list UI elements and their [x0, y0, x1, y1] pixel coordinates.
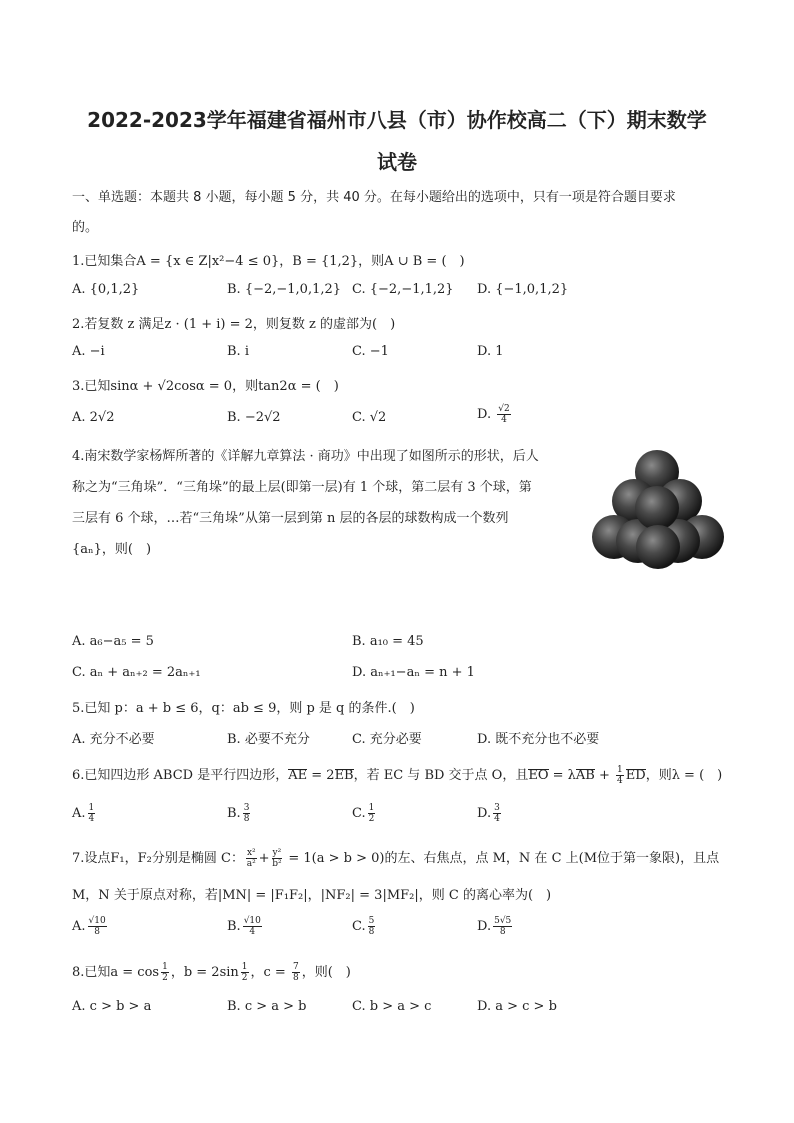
vector-eb: EB: [334, 768, 354, 783]
q3-option-d-fraction: [497, 404, 510, 425]
q6-option-d[interactable]: [477, 803, 503, 824]
numerator: 7: [292, 962, 299, 972]
option-fraction: [493, 803, 501, 824]
q8-text: ，b = 2sin: [170, 965, 239, 980]
denominator: 8: [499, 927, 506, 937]
numerator: 5√5: [494, 916, 512, 926]
q2-option-b[interactable]: B. i: [227, 344, 249, 359]
q4-option-b[interactable]: B. a₁₀ = 45: [352, 634, 424, 649]
q7-y-term: [272, 848, 283, 869]
numerator: √10: [243, 916, 261, 926]
q3-option-c[interactable]: C. √2: [352, 410, 387, 425]
q3-option-d[interactable]: [477, 404, 513, 425]
q5-option-c[interactable]: C. 充分必要: [352, 732, 422, 747]
option-fraction: [243, 916, 262, 937]
numerator: 1: [241, 962, 248, 972]
q3-d-numerator: √2: [498, 404, 510, 414]
numerator: 1: [368, 803, 375, 813]
ball: [635, 486, 679, 530]
q7-option-c[interactable]: [352, 916, 377, 937]
numerator: 3: [243, 803, 250, 813]
q6-text: ，若 EC 与 BD 交于点 O，且: [353, 768, 529, 783]
q6-stem: [72, 764, 722, 786]
vector-eo: EO: [528, 768, 549, 783]
option-fraction: [88, 803, 96, 824]
q8-text: 8.已知a = cos: [72, 965, 160, 980]
option-label: D.: [477, 919, 492, 934]
section-intro: 一、单选题：本题共 8 小题，每小题 5 分，共 40 分。在每小题给出的选项中，只有一项是符合题目要求: [72, 190, 676, 205]
q4-option-d[interactable]: D. aₙ₊₁−aₙ = n + 1: [352, 665, 475, 680]
vector-ed: ED: [625, 768, 646, 783]
q1-option-a[interactable]: A. {0,1,2}: [72, 282, 140, 297]
q3-stem: 3.已知sinα + √2cosα = 0，则tan2α = ( ): [72, 379, 339, 394]
ball: [636, 525, 680, 569]
option-fraction: [243, 803, 251, 824]
q6-fraction: [616, 765, 624, 786]
numerator: 1: [88, 803, 95, 813]
q3-option-b[interactable]: B. −2√2: [227, 410, 281, 425]
numerator: y²: [272, 848, 282, 858]
option-label: A.: [72, 806, 86, 821]
denominator: 4: [494, 814, 500, 824]
option-fraction: [368, 803, 376, 824]
q7-text: = 1(a > b > 0)的左、右焦点，点 M，N 在 C 上(M位于第一象限)，且点: [284, 851, 720, 866]
q2-option-a[interactable]: A. −i: [72, 344, 105, 359]
q5-stem: 5.已知 p：a + b ≤ 6，q：ab ≤ 9，则 p 是 q 的条件.( ): [72, 701, 415, 716]
q5-option-a[interactable]: A. 充分不必要: [72, 732, 155, 747]
option-label: C.: [352, 806, 366, 821]
q6-text: ，则λ = ( ): [645, 768, 723, 783]
q8-c-fraction: [292, 962, 300, 983]
q1-option-c[interactable]: C. {−2,−1,1,2}: [352, 282, 454, 297]
q7-text: 7.设点F₁，F₂分别是椭圆 C：: [72, 851, 244, 866]
vector-ae: AE: [288, 768, 308, 783]
denominator: 2: [241, 973, 248, 983]
option-label: C.: [352, 919, 366, 934]
denominator: 4: [88, 814, 95, 824]
q8-half-fraction: [241, 962, 249, 983]
q7-stem-line1: 7.设点F₁，F₂分别是椭圆 C： $\frac{\text{x²}}{\text{a²}}$ + $\frac{\text{y²}}{\text{b²}}$ = 1(a > b > 0)的左、右焦点，点 M，N 在 C 上(M位于第一象限)，且点: [72, 848, 720, 869]
option-fraction: [88, 916, 107, 937]
denominator: 2: [162, 973, 168, 983]
q4-option-c[interactable]: C. aₙ + aₙ₊₂ = 2aₙ₊₁: [72, 665, 201, 680]
q6-text: +: [594, 768, 615, 783]
q7-x-term: [246, 848, 257, 869]
page-title-line2: 试卷: [377, 150, 417, 174]
denominator: b²: [272, 859, 282, 869]
page-title-line1: 2022-2023学年福建省福州市八县（市）协作校高二（下）期末数学: [87, 108, 707, 132]
q6-text: 6.已知四边形 ABCD 是平行四边形，: [72, 768, 289, 783]
q6-text: = 2: [307, 768, 335, 783]
numerator: 5: [368, 916, 375, 926]
q6-option-c[interactable]: [352, 803, 377, 824]
q4-stem: [72, 441, 582, 565]
q6-option-a[interactable]: [72, 803, 97, 824]
denominator: 8: [368, 927, 375, 937]
q4-line1: 4.南宋数学家杨辉所著的《详解九章算法 · 商功》中出现了如图所示的形状，后人: [72, 449, 539, 464]
q5-option-d[interactable]: D. 既不充分也不必要: [477, 732, 600, 747]
numerator: 1: [162, 962, 168, 972]
q2-stem: 2.若复数 z 满足z · (1 + i) = 2，则复数 z 的虚部为( ): [72, 317, 396, 332]
option-label: D.: [477, 806, 492, 821]
q7-stem-line2: M，N 关于原点对称，若|MN| = |F₁F₂|，|NF₂| = 3|MF₂|，则 C 的离心率为( ): [72, 888, 552, 903]
q8-text: ，c =: [250, 965, 290, 980]
q4-line2: 称之为“三角垛”．“三角垛”的最上层(即第一层)有 1 个球，第二层有 3 个球，第: [72, 480, 532, 495]
q1-option-d[interactable]: D. {−1,0,1,2}: [477, 282, 569, 297]
q7-option-a[interactable]: [72, 916, 109, 937]
q4-line3: 三层有 6 个球，…若“三角垛”从第一层到第 n 层的各层的球数构成一个数列: [72, 511, 509, 526]
q7-option-d[interactable]: [477, 916, 514, 937]
option-label: B.: [227, 919, 241, 934]
denominator: a²: [246, 859, 256, 869]
q4-option-a[interactable]: A. a₆−a₅ = 5: [72, 634, 154, 649]
denominator: 8: [94, 927, 100, 937]
option-fraction: [493, 916, 512, 937]
numerator: 3: [494, 803, 500, 813]
option-label: A.: [72, 919, 86, 934]
q6-text: = λ: [548, 768, 576, 783]
q8-option-d[interactable]: D. a > c > b: [477, 999, 557, 1014]
denominator: 8: [243, 814, 250, 824]
q8-option-c[interactable]: C. b > a > c: [352, 999, 432, 1014]
q4-line4: {aₙ}，则( ): [72, 542, 152, 557]
q8-half-fraction: [161, 962, 169, 983]
q3-option-d-label: D.: [477, 407, 492, 422]
option-fraction: [368, 916, 376, 937]
q5-option-b[interactable]: B. 必要不充分: [227, 732, 310, 747]
numerator: x²: [246, 848, 256, 858]
option-label: B.: [227, 806, 241, 821]
q6-frac-denominator: 4: [617, 776, 623, 786]
vector-ab: AB: [575, 768, 595, 783]
q1-stem: 1.已知集合A = {x ∈ Z|x²−4 ≤ 0}，B = {1,2}，则A ∪ B = ( ): [72, 254, 465, 269]
q3-option-a[interactable]: A. 2√2: [72, 410, 115, 425]
numerator: √10: [88, 916, 106, 926]
q8-stem: [72, 961, 351, 983]
q8-text: ，则( ): [301, 965, 351, 980]
denominator: 4: [249, 927, 256, 937]
q7-option-b[interactable]: [227, 916, 264, 937]
q8-option-b[interactable]: B. c > a > b: [227, 999, 307, 1014]
ball-pyramid-figure: [590, 445, 725, 570]
q6-frac-numerator: 1: [617, 765, 623, 775]
section-intro-cont: 的。: [72, 220, 99, 235]
q8-option-a[interactable]: A. c > b > a: [72, 999, 152, 1014]
q3-d-denominator: 4: [501, 415, 507, 425]
q2-option-c[interactable]: C. −1: [352, 344, 389, 359]
q6-option-b[interactable]: [227, 803, 252, 824]
q1-option-b[interactable]: B. {−2,−1,0,1,2}: [227, 282, 342, 297]
q2-option-d[interactable]: D. 1: [477, 344, 504, 359]
denominator: 8: [292, 973, 299, 983]
denominator: 2: [368, 814, 375, 824]
